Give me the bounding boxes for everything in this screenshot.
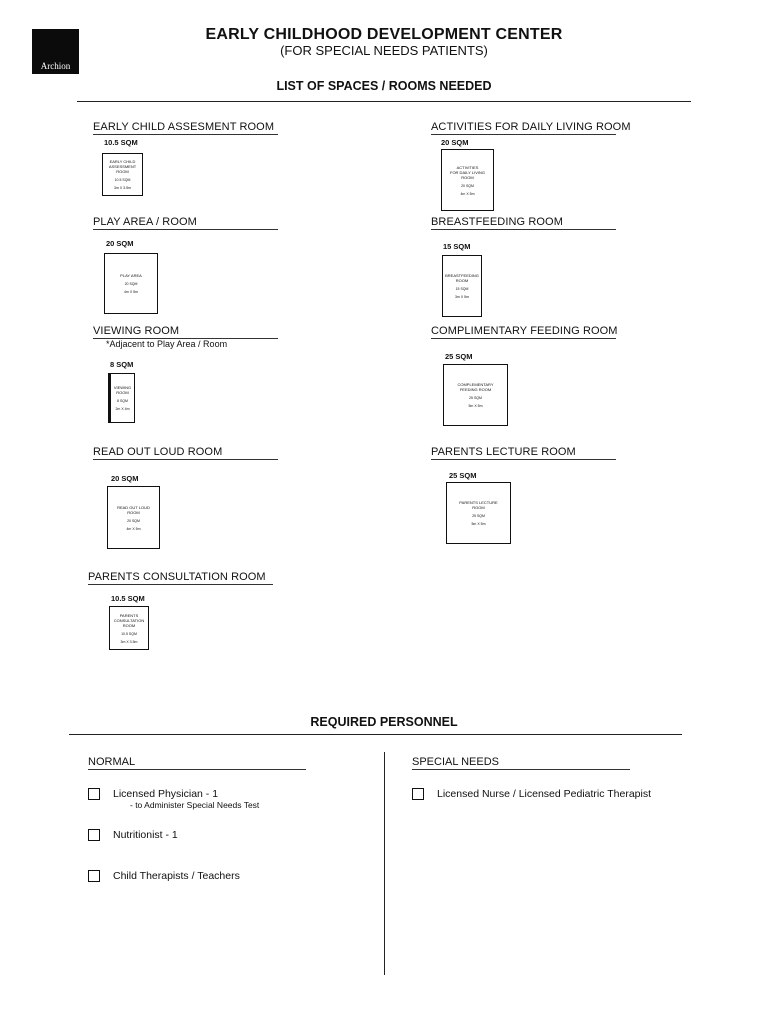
- checkbox-child-therapists[interactable]: [88, 870, 100, 882]
- room-plan-sqm: 20 SQM: [461, 183, 474, 188]
- room-plan-dimensions: 4m X 5m: [123, 290, 138, 294]
- column-divider: [384, 752, 385, 975]
- room-plan-name: BREASTFEEDING ROOM: [445, 273, 479, 283]
- rooms-divider: [77, 101, 691, 102]
- room-plan-dimensions: 3m X 5m: [454, 295, 469, 299]
- item-nutritionist: Nutritionist - 1: [113, 829, 178, 841]
- room-plan-breastfeeding: [442, 255, 482, 317]
- room-plan-name: PLAY AREA: [120, 273, 142, 278]
- room-sqm-play-area: 20 SQM: [106, 239, 134, 248]
- room-plan-read-out-loud: [107, 486, 160, 549]
- room-plan-dimensions: 5m X 5m: [468, 404, 483, 408]
- room-plan-sqm: 25 SQM: [472, 514, 485, 518]
- page-title: EARLY CHILDHOOD DEVELOPMENT CENTER: [205, 26, 563, 43]
- room-label-assessment: EARLY CHILD ASSESMENT ROOM: [93, 121, 278, 135]
- logo-text: Archion: [40, 61, 71, 71]
- room-sqm-daily-living: 20 SQM: [441, 138, 469, 147]
- room-sqm-parents-consultation: 10.5 SQM: [111, 594, 145, 603]
- room-label-viewing: VIEWING ROOM: [93, 325, 278, 339]
- rooms-section-title: LIST OF SPACES / ROOMS NEEDED: [276, 79, 492, 93]
- room-sqm-assessment: 10.5 SQM: [104, 138, 138, 147]
- room-plan-viewing: [108, 373, 135, 423]
- room-plan-name: COMPLEMENTARY FEEDING ROOM: [457, 382, 494, 392]
- room-plan-dimensions: 3m X 3.5m: [120, 639, 138, 644]
- room-label-play-area: PLAY AREA / ROOM: [93, 216, 278, 230]
- special-needs-column-label: SPECIAL NEEDS: [412, 756, 630, 770]
- room-plan-name: PARENTS LECTURE ROOM: [459, 500, 498, 510]
- room-plan-dimensions: 3m X 3.5m: [114, 186, 131, 190]
- room-sqm-breastfeeding: 15 SQM: [443, 242, 471, 251]
- room-sqm-complimentary-feeding: 25 SQM: [445, 352, 473, 361]
- room-plan-parents-consultation: [109, 606, 149, 650]
- room-label-parents-lecture: PARENTS LECTURE ROOM: [431, 446, 616, 460]
- item-licensed-physician-note: - to Administer Special Needs Test: [130, 800, 260, 810]
- room-plan-name: PARENTS CONSULTATION ROOM: [113, 612, 145, 628]
- personnel-divider: [69, 734, 682, 735]
- room-label-complimentary-feeding: COMPLIMENTARY FEEDING ROOM: [431, 325, 618, 337]
- room-label-read-out-loud: READ OUT LOUD ROOM: [93, 446, 278, 460]
- room-plan-sqm: 15 SQM: [455, 287, 469, 291]
- room-plan-sqm: 8 SQM: [117, 399, 128, 403]
- room-label-parents-consultation: PARENTS CONSULTATION ROOM: [88, 571, 273, 585]
- room-plan-sqm: 10.5 SQM: [121, 631, 137, 636]
- room-plan-dimensions: 4m X 5m: [460, 191, 475, 196]
- viewing-note: *Adjacent to Play Area / Room: [106, 339, 228, 349]
- room-plan-name: READ OUT LOUD ROOM: [117, 504, 150, 515]
- checkbox-nutritionist[interactable]: [88, 829, 100, 841]
- normal-column-label: NORMAL: [88, 756, 306, 770]
- checkbox-licensed-physician[interactable]: [88, 788, 100, 800]
- room-plan-dimensions: 4m X 5m: [126, 526, 141, 531]
- item-child-therapists: Child Therapists / Teachers: [113, 870, 240, 882]
- room-plan-sqm: 20 SQM: [124, 282, 138, 286]
- checkbox-licensed-nurse[interactable]: [412, 788, 424, 800]
- room-plan-assessment: [102, 153, 143, 196]
- room-label-breastfeeding: BREASTFEEDING ROOM: [431, 216, 616, 230]
- room-plan-name: VIEWING ROOM: [113, 385, 132, 395]
- room-sqm-parents-lecture: 25 SQM: [449, 471, 477, 480]
- room-plan-sqm: 25 SQM: [469, 396, 482, 400]
- room-plan-dimensions: 2m X 4m: [115, 407, 130, 411]
- item-licensed-nurse: Licensed Nurse / Licensed Pediatric Therapist: [437, 788, 652, 800]
- room-plan-name: ACTIVITIES FOR DAILY LIVING ROOM: [450, 164, 485, 180]
- room-plan-parents-lecture: [446, 482, 511, 544]
- room-plan-name: EARLY CHILD ASSESSMENT ROOM: [108, 159, 137, 174]
- room-plan-dimensions: 5m X 5m: [471, 522, 486, 526]
- room-sqm-viewing: 8 SQM: [110, 360, 134, 369]
- room-plan-daily-living: [441, 149, 494, 211]
- room-plan-sqm: 10.5 SQM: [114, 178, 131, 182]
- page-subtitle: (FOR SPECIAL NEEDS PATIENTS): [280, 43, 488, 58]
- personnel-section-title: REQUIRED PERSONNEL: [310, 715, 458, 729]
- item-licensed-physician: Licensed Physician - 1: [113, 788, 219, 800]
- room-plan-play-area: [104, 253, 158, 314]
- room-sqm-read-out-loud: 20 SQM: [111, 474, 139, 483]
- room-plan-complimentary-feeding: [443, 364, 508, 426]
- room-plan-sqm: 20 SQM: [127, 518, 140, 523]
- room-label-daily-living: ACTIVITIES FOR DAILY LIVING ROOM: [431, 121, 631, 133]
